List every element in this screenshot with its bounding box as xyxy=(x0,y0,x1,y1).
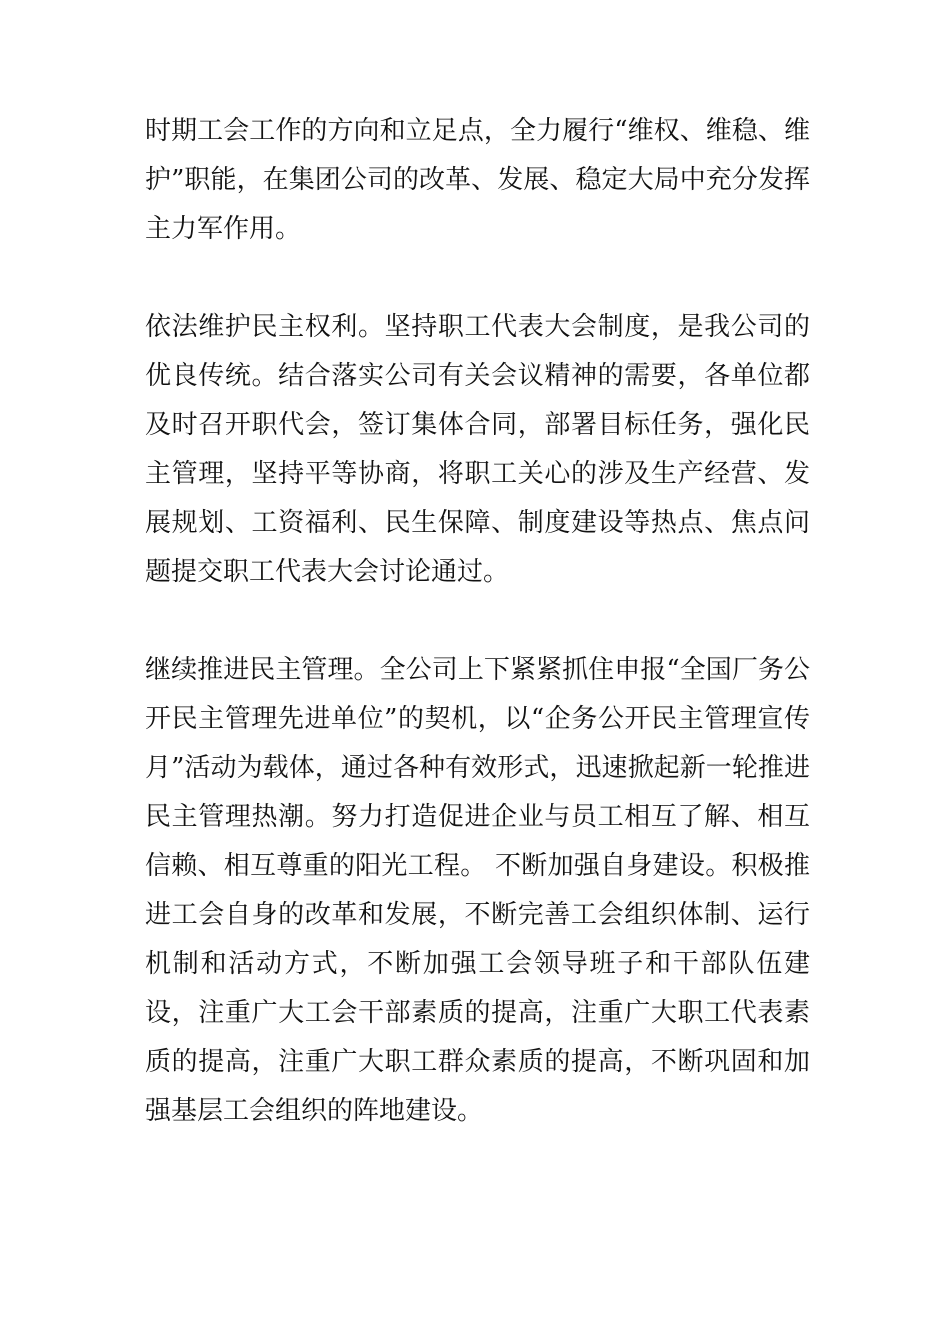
paragraph-1: 时期工会工作的方向和立足点，全力履行“维权、维稳、维护”职能，在集团公司的改革、发展、稳定大局中充分发挥主力军作用。 xyxy=(145,116,810,244)
paragraph-2: 依法维护民主权利。坚持职工代表大会制度，是我公司的优良传统。结合落实公司有关会议精神的需要，各单位都及时召开职代会，签订集体合同，部署目标任务，强化民主管理，坚持平等协商，将职工关心的涉及生产经营、发展规划、工资福利、民生保障、制度建设等热点、焦点问题提交职工代表大会讨论通过。 xyxy=(145,312,810,587)
document-body xyxy=(145,107,810,1185)
paragraph-3: 继续推进民主管理。全公司上下紧紧抓住申报“全国厂务公开民主管理先进单位”的契机，以“企务公开民主管理宣传月”活动为载体，通过各种有效形式，迅速掀起新一轮推进民主管理热潮。努力打造促进企业与员工相互了解、相互信赖、相互尊重的阳光工程。 不断加强自身建设。积极推进工会自身的改革和发展，不断完善工会组织体制、运行机制和活动方式，不断加强工会领导班子和干部队伍建设，注重广大工会干部素质的提高，注重广大职工代表素质的提高，注重广大职工群众素质的提高，不断巩固和加强基层工会组织的阵地建设。 xyxy=(145,655,810,1126)
